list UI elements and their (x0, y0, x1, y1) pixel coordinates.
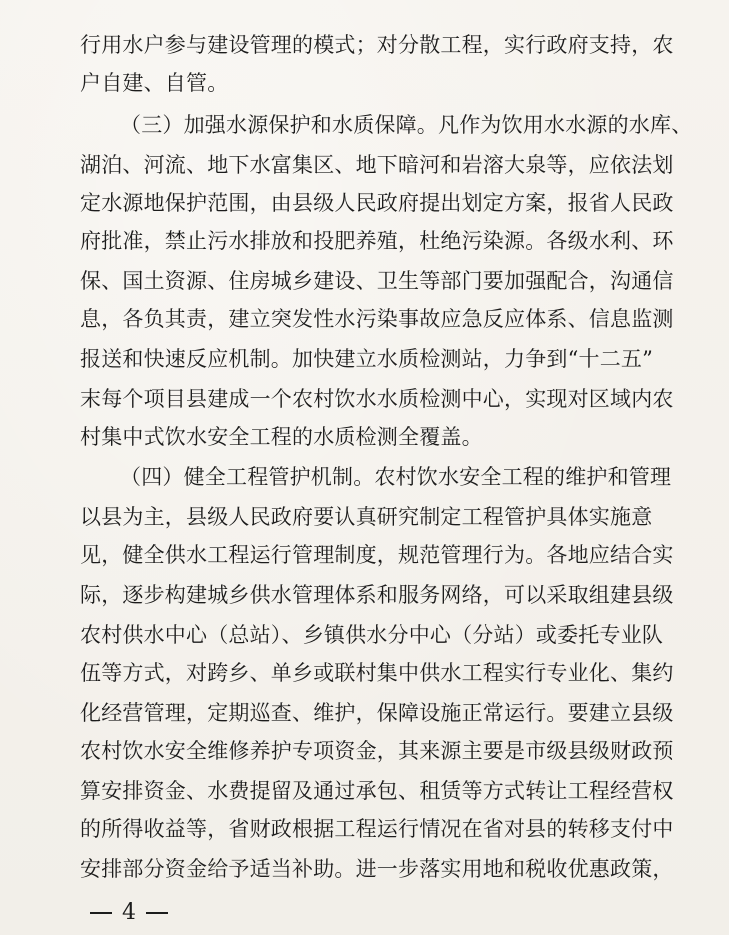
text-line: 化经营管理，定期巡查、维护，保障设施正常运行。要建立县级 (80, 701, 674, 725)
paragraph-heading-3: （三）加强水源保护和水质保障。凡作为饮用水水源的水库、 (120, 113, 693, 137)
text-line: 府批准，禁止污水排放和投肥养殖，杜绝污染源。各级水利、环 (80, 229, 674, 253)
text-line: 行用水户参与建设管理的模式；对分散工程，实行政府支持，农 (80, 33, 674, 57)
text-line: 安排部分资金给予适当补助。进一步落实用地和税收优惠政策， (80, 857, 674, 881)
text-line: 的所得收益等，省财政根据工程运行情况在省对县的转移支付中 (80, 817, 674, 841)
paragraph-heading-4: （四）健全工程管护机制。农村饮水安全工程的维护和管理 (120, 465, 672, 489)
page-number: 4 (122, 900, 136, 925)
text-line: 末每个项目县建成一个农村饮水水质检测中心，实现对区域内农 (80, 387, 674, 411)
dash-right (146, 912, 168, 914)
text-line: 农村饮水安全维修养护专项资金，其来源主要是市级县级财政预 (80, 739, 674, 763)
text-line: 以县为主，县级人民政府要认真研究制定工程管护具体实施意 (80, 505, 653, 529)
text-line: 农村供水中心（总站）、乡镇供水分中心（分站）或委托专业队 (80, 623, 664, 647)
text-line: 定水源地保护范围，由县级人民政府提出划定方案，报省人民政 (80, 191, 674, 215)
text-line: 报送和快速反应机制。加快建立水质检测站，力争到“十二五” (80, 347, 654, 371)
text-line: 见，健全供水工程运行管理制度，规范管理行为。各地应结合实 (80, 543, 674, 567)
dash-left (90, 912, 112, 914)
page-footer (90, 900, 168, 926)
text-line: 算安排资金、水费提留及通过承包、租赁等方式转让工程经营权 (80, 779, 674, 803)
text-line: 际，逐步构建城乡供水管理体系和服务网络，可以采取组建县级 (80, 583, 674, 607)
text-line: 息，各负其责，建立突发性水污染事故应急反应体系、信息监测 (80, 307, 674, 331)
text-line: 户自建、自管。 (80, 71, 229, 95)
text-line: 村集中式饮水安全工程的水质检测全覆盖。 (80, 425, 483, 449)
text-line: 保、国土资源、住房城乡建设、卫生等部门要加强配合，沟通信 (80, 269, 674, 293)
text-line: 伍等方式，对跨乡、单乡或联村集中供水工程实行专业化、集约 (80, 661, 674, 685)
text-line: 湖泊、河流、地下水富集区、地下暗河和岩溶大泉等，应依法划 (80, 153, 674, 177)
